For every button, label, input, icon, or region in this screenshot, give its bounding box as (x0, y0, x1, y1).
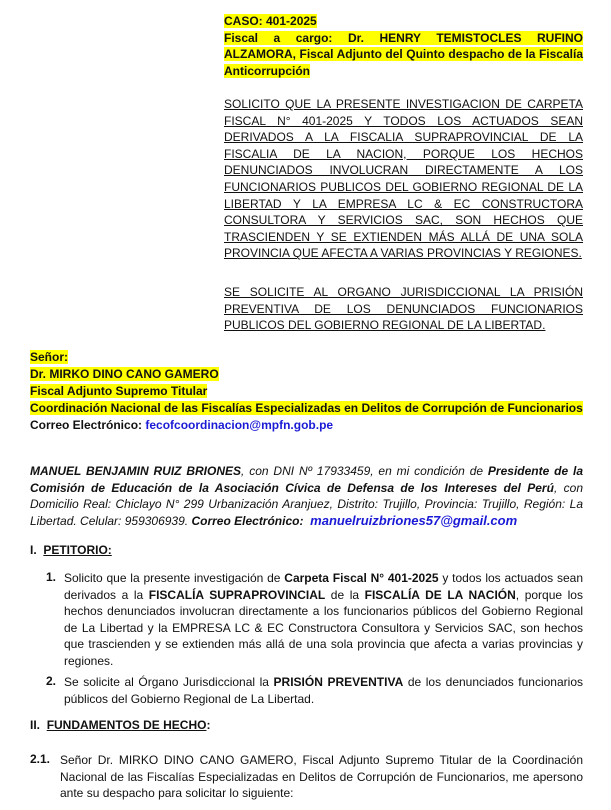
section-title: FUNDAMENTOS DE HECHO (46, 718, 207, 732)
addressee-office: Coordinación Nacional de las Fiscalías Especializadas en Delitos de Corrupción de Funcionarios (30, 401, 583, 415)
email-label: Correo Electrónico: (30, 418, 143, 432)
case-header (224, 13, 583, 79)
item-text: Señor Dr. MIRKO DINO CANO GAMERO, Fiscal Adjunto Supremo Titular de la Coordinación Nacional de las Fiscalías Especializadas en Delitos de Corrupción de Funcionarios, me apersono ante su despacho para solicitar lo siguiente: (60, 753, 583, 801)
addressee-name: Dr. MIRKO DINO CANO GAMERO (30, 367, 219, 381)
salutation: Señor: (30, 350, 69, 364)
section-number: II. (30, 718, 41, 732)
sumilla-1: SOLICITO QUE LA PRESENTE INVESTIGACION DE CARPETA FISCAL N° 401-2025 Y TODOS LOS ACTUADOS SEAN DERIVADOS A LA FISCALIA SUPRAPROVINCIAL DE LA FISCALIA DE LA NACION, PORQUE LOS HECHOS DENUNCIADOS INVOLUCRAN DIRECTAMENTE A LOS FUNCIONARIOS PUBLICOS DEL GOBIERNO REGIONAL DE LA LIBERTAD Y LA EMPRESA LC & EC CONSTRUCTORA CONSULTORA Y SERVICIOS SAC, SON HECHOS QUE TRASCIENDEN Y SE EXTIENDEN MÁS ALLÁ DE UNA SOLA PROVINCIA QUE AFECTA A VARIAS PROVINCIAS Y REGIONES. (224, 97, 583, 261)
email-label: Correo Electrónico: (191, 513, 304, 528)
petitorio-item (46, 570, 583, 670)
intro-text: , con DNI Nº 17933459, en mi condición de (241, 464, 488, 478)
section-title: PETITORIO: (43, 543, 112, 557)
fiscal-in-charge: Fiscal a cargo: Dr. HENRY TEMISTOCLES RUFINO ALZAMORA, Fiscal Adjunto del Quinto despacho de la Fiscalía Anticorrupción (224, 30, 583, 78)
addressee-email-link[interactable]: fecofcoordinacion@mpfn.gob.pe (145, 418, 334, 432)
case-number: CASO: 401-2025 (224, 14, 317, 28)
sumilla-2: SE SOLICITE AL ORGANO JURISDICCIONAL LA PRISIÓN PREVENTIVA DE LOS DENUNCIADOS FUNCIONARIOS PUBLICOS DEL GOBIERNO REGIONAL DE LA LIBERTAD. (224, 285, 583, 333)
item-number: 2.1. (30, 752, 51, 766)
addressee-title: Fiscal Adjunto Supremo Titular (30, 384, 208, 398)
item-text: Solicito que la presente investigación de Carpeta Fiscal N° 401-2025 y todos los actuados sean derivados a la FISCALÍA SUPRAPROVINCIAL de la FISCALÍA DE LA NACIÓN, porque los hechos denunciados involucran directamente a los funcionarios públicos del Gobierno Regional de La Libertad y la EMPRESA LC & EC Constructora Consultora y Servicios SAC, son hechos que trascienden y se extienden más allá de una sola provincia que afecta a varias provincias y regiones. (64, 571, 584, 668)
item-number: 2. (46, 674, 57, 688)
petitorio-item (46, 674, 583, 707)
petitioner-name: MANUEL BENJAMIN RUIZ BRIONES (30, 464, 242, 478)
section-number: I. (30, 543, 37, 557)
intro-paragraph (30, 463, 583, 529)
fundamento-item (30, 752, 583, 802)
petitioner-email-link[interactable]: manuelruizbriones57@gmail.com (310, 512, 518, 528)
section-petitorio-heading (30, 543, 112, 557)
petitioner-role: Presidente de la Comisión de Educación de la Asociación Cívica de Defensa de los Intereses del Perú (30, 464, 584, 495)
item-number: 1. (46, 570, 57, 584)
colon: : (206, 718, 211, 732)
intro-address: , con Domicilio Real: Chiclayo N° 299 Urbanización Aranjuez, Distrito: Trujillo, Provincia: Trujillo, Región: La Libertad. Celular: 959306939. (30, 480, 583, 528)
item-text: Se solicite al Órgano Jurisdiccional la PRISIÓN PREVENTIVA de los denunciados funcionarios públicos del Gobierno Regional de La Libertad. (64, 675, 583, 706)
addressee-block (30, 349, 583, 434)
section-fundamentos-heading (30, 718, 210, 732)
